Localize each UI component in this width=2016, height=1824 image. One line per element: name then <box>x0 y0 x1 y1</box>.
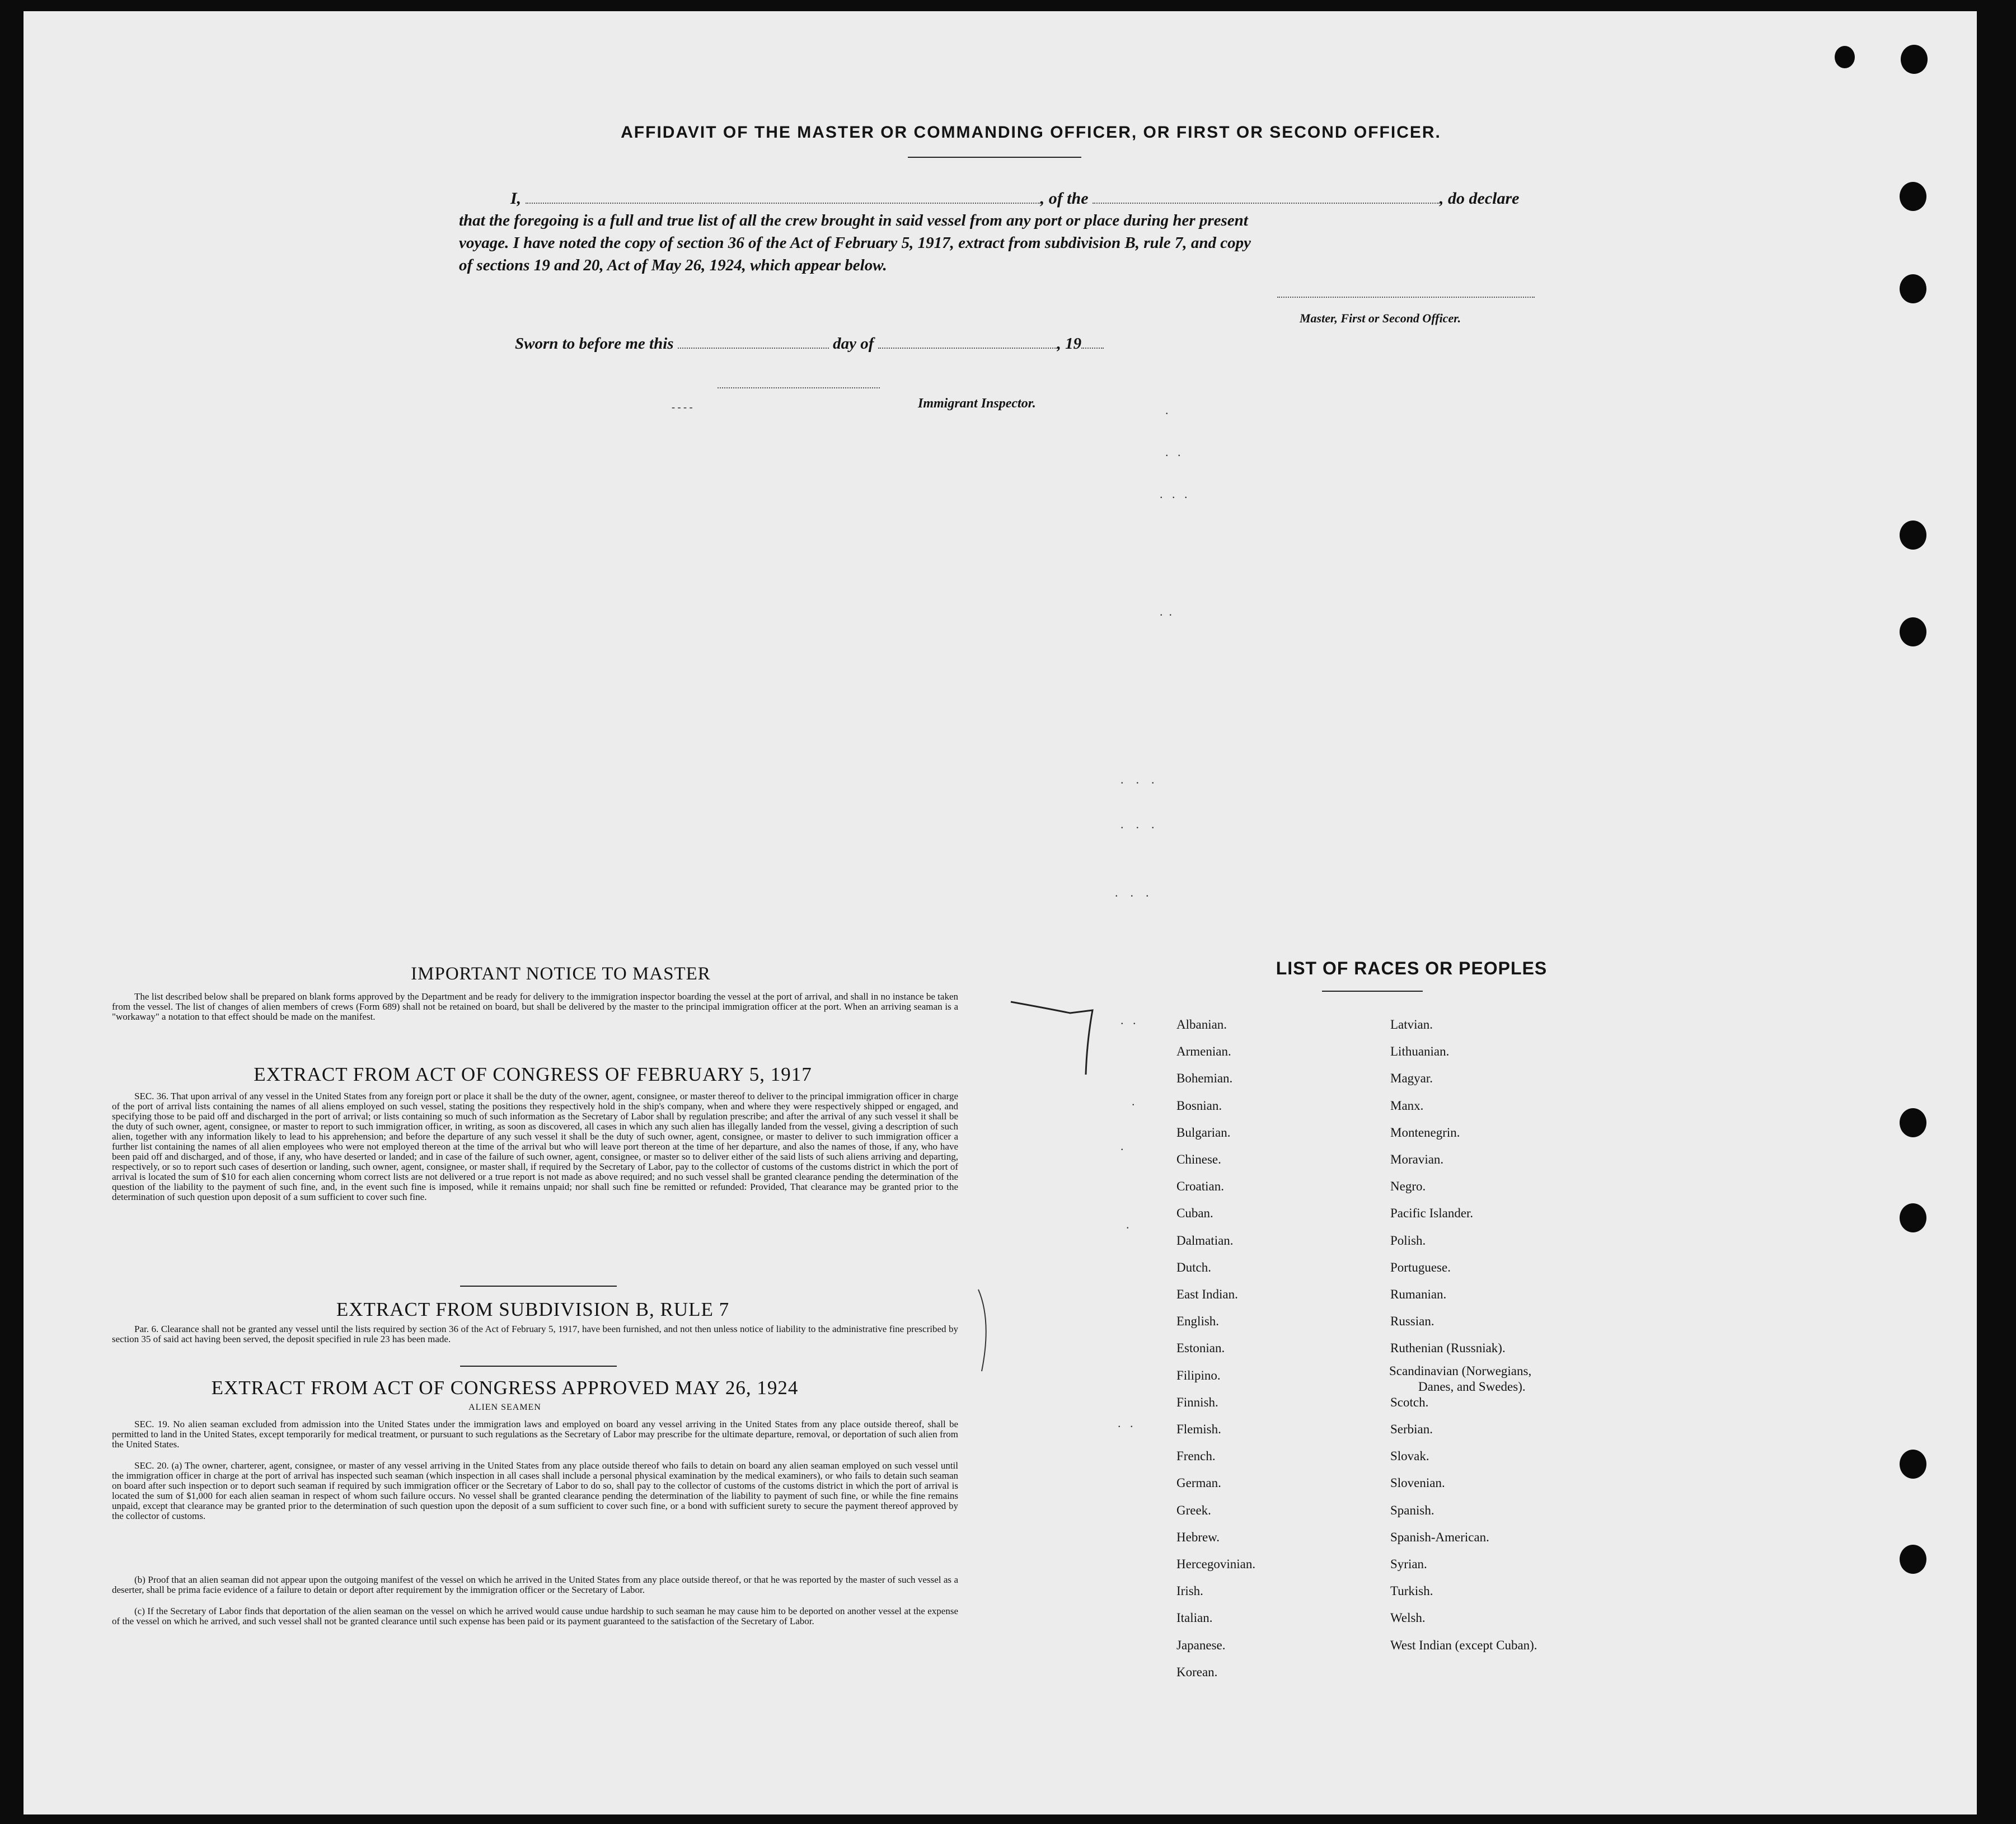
race-item: Scandinavian (Norwegians, <box>1389 1363 1532 1378</box>
punch-hole <box>1900 1203 1926 1232</box>
affidavit-line2: that the foregoing is a full and true list of all the crew brought in said vessel from any port or place during her present <box>459 212 1248 229</box>
extract-1924-subtitle: ALIEN SEAMEN <box>468 1403 541 1412</box>
race-item: Welsh. <box>1390 1611 1426 1625</box>
race-item: Chinese. <box>1176 1152 1221 1166</box>
stray-mark: . . . <box>1160 487 1188 501</box>
race-item: Armenian. <box>1176 1044 1231 1059</box>
notice-body: The list described below shall be prepared on blank forms approved by the Department and be ready for delivery to the immigration inspector boarding the vessel at the port of arrival, and shall in no instance be taken from the vessel. The list of changes of alien members of crews (Form 689) shall not be retained on board, but shall be delivered by the master to the principal immigration officer at the port. When an arriving seaman is a "workaway" a notation to that effect should be made on the manifest. <box>112 991 958 1022</box>
punch-hole <box>1900 1108 1926 1137</box>
race-item: Cuban. <box>1176 1206 1213 1221</box>
race-item: Spanish. <box>1390 1503 1434 1517</box>
section-divider <box>460 1286 617 1287</box>
affidavit-line3: voyage. I have noted the copy of section 36 of the Act of February 5, 1917, extract from subdivision B, rule 7, and copy <box>459 234 1251 252</box>
race-item: Finnish. <box>1176 1395 1218 1409</box>
stray-mark: . <box>1126 1217 1129 1231</box>
race-item: Italian. <box>1176 1611 1213 1625</box>
race-item: East Indian. <box>1176 1287 1238 1301</box>
race-item: Latvian. <box>1390 1017 1433 1031</box>
race-item: Syrian. <box>1390 1557 1427 1571</box>
race-item: Spanish-American. <box>1390 1530 1489 1544</box>
punch-hole <box>1900 182 1926 211</box>
extract-rule7-body: Par. 6. Clearance shall not be granted any vessel until the lists required by section 36 of the Act of February 5, 1917, have been furnished, and not then unless notice of liability to the administrative fine prescribed by section 35 of said act having been served, the deposit specified in rule 23 has been made. <box>112 1324 958 1344</box>
year-label: , 19 <box>1057 335 1082 353</box>
extract-1924-title: EXTRACT FROM ACT OF CONGRESS APPROVED MAY 26, 1924 <box>211 1377 799 1399</box>
vessel-name-field[interactable] <box>1093 203 1440 204</box>
race-item: Russian. <box>1390 1314 1434 1329</box>
sec19-body: SEC. 19. No alien seaman excluded from admission into the United States under the immigration laws and employed on board any vessel arriving in the United States from any place outside thereof, shall be permitted to land in the United States, except temporarily for medical treatment, or pursuant to such regulations as the Secretary of Labor may prescribe for the ultimate departure, removal, or deportation of such alien from the United States. <box>112 1419 958 1450</box>
affidavit-of-the: , of the <box>1040 189 1089 208</box>
sworn-line <box>515 335 1104 353</box>
race-item: Pacific Islander. <box>1390 1206 1474 1221</box>
races-underline <box>1322 991 1423 992</box>
race-item: Montenegrin. <box>1390 1125 1460 1140</box>
sec20a-body: SEC. 20. (a) The owner, charterer, agent, consignee, or master of any vessel arriving in the United States from any place outside thereof who fails to detain on board any alien seaman employed on such vessel until the immigration officer in charge at the port of arrival has inspected such seaman (which inspection in all cases shall include a personal physical examination by the medical examiners), or who fails to detain such seaman on board after such inspection or to deport such seaman if required by such immigration officer or the Secretary of Labor to do so, shall pay to the collector of customs of the customs district in which the port of arrival is located the sum of $1,000 for each alien seaman in respect of whom such failure occurs. No vessel shall be granted clearance pending the determination of the liability to payment of such fine, or while the fine remains unpaid, except that clearance may be granted prior to the determination of such question upon the deposit of a sum sufficient to cover such fine, or a bond with sufficient surety to secure the payment thereof approved by the collector of customs. <box>112 1460 958 1521</box>
title-underline <box>908 157 1081 158</box>
race-item: French. <box>1176 1449 1216 1464</box>
race-item: Ruthenian (Russniak). <box>1390 1341 1506 1356</box>
affidavit-i: I, <box>510 189 522 208</box>
stray-mark: . . <box>1120 1013 1136 1027</box>
stray-mark: . . <box>1118 1416 1133 1430</box>
race-item: Turkish. <box>1390 1584 1433 1598</box>
race-item: Irish. <box>1176 1584 1203 1598</box>
race-item: Magyar. <box>1390 1071 1433 1086</box>
sworn-day-field[interactable] <box>678 348 829 349</box>
stray-mark: . . . <box>1120 817 1155 831</box>
stray-mark: . . <box>1160 604 1172 618</box>
extract-1917-title: EXTRACT FROM ACT OF CONGRESS OF FEBRUARY 5, 1917 <box>254 1063 812 1085</box>
race-item: Bohemian. <box>1176 1071 1233 1086</box>
pen-mark <box>1009 985 1109 1086</box>
master-name-field[interactable] <box>526 203 1040 204</box>
stray-mark: . <box>1132 1094 1135 1108</box>
punch-hole <box>1900 1450 1926 1479</box>
sec20c-body: (c) If the Secretary of Labor finds that deportation of the alien seaman on the vessel on which he arrived would cause undue hardship to such seaman he may cause him to be deported on another vessel at the expense of the vessel on which he arrived, and such vessel shall not be granted clearance until such expense has been paid or its payment guaranteed to the satisfaction of the Secretary of Labor. <box>112 1606 958 1626</box>
race-item: Dalmatian. <box>1176 1233 1234 1248</box>
stray-mark: . . . <box>1120 772 1155 786</box>
race-item: Bosnian. <box>1176 1098 1222 1113</box>
sec20b-body: (b) Proof that an alien seaman did not appear upon the outgoing manifest of the vessel on which he arrived in the United States from any place outside thereof, or that he was reported by the master of such vessel as a deserter, shall be prima facie evidence of a failure to detain or deport after requirement by the immigration officer or the Secretary of Labor. <box>112 1574 958 1595</box>
affidavit-line1 <box>460 189 1557 208</box>
race-item: Moravian. <box>1390 1152 1444 1166</box>
race-item: Danes, and Swedes). <box>1418 1379 1526 1394</box>
race-item: Korean. <box>1176 1664 1218 1679</box>
punch-hole <box>1900 1545 1926 1574</box>
race-item: Croatian. <box>1176 1179 1224 1194</box>
race-item: Polish. <box>1390 1233 1426 1248</box>
affidavit-declare: , do declare <box>1440 189 1520 208</box>
signature-label: Master, First or Second Officer. <box>1300 311 1461 325</box>
race-item: Albanian. <box>1176 1017 1227 1031</box>
race-item: Flemish. <box>1176 1422 1221 1436</box>
inspector-label: Immigrant Inspector. <box>918 396 1036 411</box>
race-item: West Indian (except Cuban). <box>1390 1638 1537 1652</box>
race-item: Rumanian. <box>1390 1287 1447 1301</box>
race-item: Lithuanian. <box>1390 1044 1450 1059</box>
punch-hole <box>1901 45 1928 74</box>
race-item: Scotch. <box>1390 1395 1429 1409</box>
race-item: Estonian. <box>1176 1341 1225 1356</box>
race-item: Portuguese. <box>1390 1260 1451 1274</box>
punch-hole <box>1900 521 1926 550</box>
punch-hole <box>1900 274 1926 303</box>
punch-hole <box>1835 46 1855 68</box>
race-item: Manx. <box>1390 1098 1424 1113</box>
race-item: German. <box>1176 1476 1221 1490</box>
race-item: Filipino. <box>1176 1368 1221 1382</box>
sworn-year-field[interactable] <box>1081 348 1104 349</box>
section-divider <box>460 1366 617 1367</box>
sworn-label: Sworn to before me this <box>515 335 674 353</box>
affidavit-title: AFFIDAVIT OF THE MASTER OR COMMANDING OFFICER, OR FIRST OR SECOND OFFICER. <box>621 123 1441 142</box>
race-item: Hebrew. <box>1176 1530 1220 1544</box>
signature-field[interactable] <box>1277 297 1535 298</box>
extract-rule7-title: EXTRACT FROM SUBDIVISION B, RULE 7 <box>336 1298 730 1320</box>
race-item: Greek. <box>1176 1503 1211 1517</box>
races-title: LIST OF RACES OR PEOPLES <box>1276 958 1548 978</box>
inspector-signature-field[interactable] <box>718 387 880 388</box>
stray-mark: . <box>1120 1139 1124 1153</box>
race-item: Serbian. <box>1390 1422 1433 1436</box>
affidavit-line4: of sections 19 and 20, Act of May 26, 1924, which appear below. <box>459 256 887 274</box>
notice-title: IMPORTANT NOTICE TO MASTER <box>411 964 711 984</box>
race-item: English. <box>1176 1314 1220 1329</box>
race-item: Hercegovinian. <box>1176 1557 1256 1571</box>
stray-mark: . . . <box>1115 885 1149 899</box>
race-item: Slovenian. <box>1390 1476 1445 1490</box>
day-of-label: day of <box>833 335 874 353</box>
extract-1917-body: SEC. 36. That upon arrival of any vessel in the United States from any foreign port or place it shall be the duty of the owner, agent, consignee, or master thereof to deliver to the principal immigration officer in charge of the port of arrival lists containing the names of all aliens employed on such vessel, stating the positions they respectively hold in the ship's company, when and where they were respectively shipped or engaged, and specifying those to be paid off and discharged in the port of arrival; or lists containing so much of such information as the Secretary of Labor shall by regulation prescribe; and after the arrival of any such vessel it shall be the duty of such owner, agent, consignee, or master to report to such immigration officer, in writing, as soon as discovered, all cases in which any such alien has illegally landed from the vessel, giving a description of such alien, together with any information likely to lead to his apprehension; and before the departure of any such vessel it shall be the duty of such owner, agent, consignee, or master to deliver to such immigration officer a further list containing the names of all alien employees who were not employed thereon at the time of the arrival but who will leave port thereon at the time of her departure, and also the names of those, if any, who have been paid off and discharged, and of those, if any, who have deserted or landed; and in case of the failure of such owner, agent, consignee, or master so to deliver either of the said lists of such aliens arriving and departing, respectively, or so to report such cases of desertion or landing, such owner, agent, consignee, or master shall, if required by the Secretary of Labor, pay to the collector of customs of the customs district in which the port of arrival is located the sum of $10 for each alien concerning whom correct lists are not delivered or a true report is not made as above required; and no such vessel shall be granted clearance pending the determination of the question of the liability to the payment of such fine, and, in the event such fine is imposed, while it remains unpaid; nor shall such fine be remitted or refunded: Provided, That clearance may be granted prior to the determination of such question upon deposit of a sum sufficient to cover such fine. <box>112 1091 958 1202</box>
race-item: Negro. <box>1390 1179 1426 1194</box>
stray-mark: . . <box>1165 445 1181 459</box>
document-page <box>24 11 1977 1814</box>
punch-hole <box>1900 617 1926 646</box>
dash-mark: - - - - <box>672 401 693 412</box>
race-item: Slovak. <box>1390 1449 1429 1464</box>
race-item: Japanese. <box>1176 1638 1226 1652</box>
race-item: Bulgarian. <box>1176 1125 1231 1140</box>
stray-mark: . <box>1165 403 1169 417</box>
sworn-month-field[interactable] <box>878 348 1057 349</box>
pen-mark <box>975 1287 997 1377</box>
race-item: Dutch. <box>1176 1260 1211 1274</box>
